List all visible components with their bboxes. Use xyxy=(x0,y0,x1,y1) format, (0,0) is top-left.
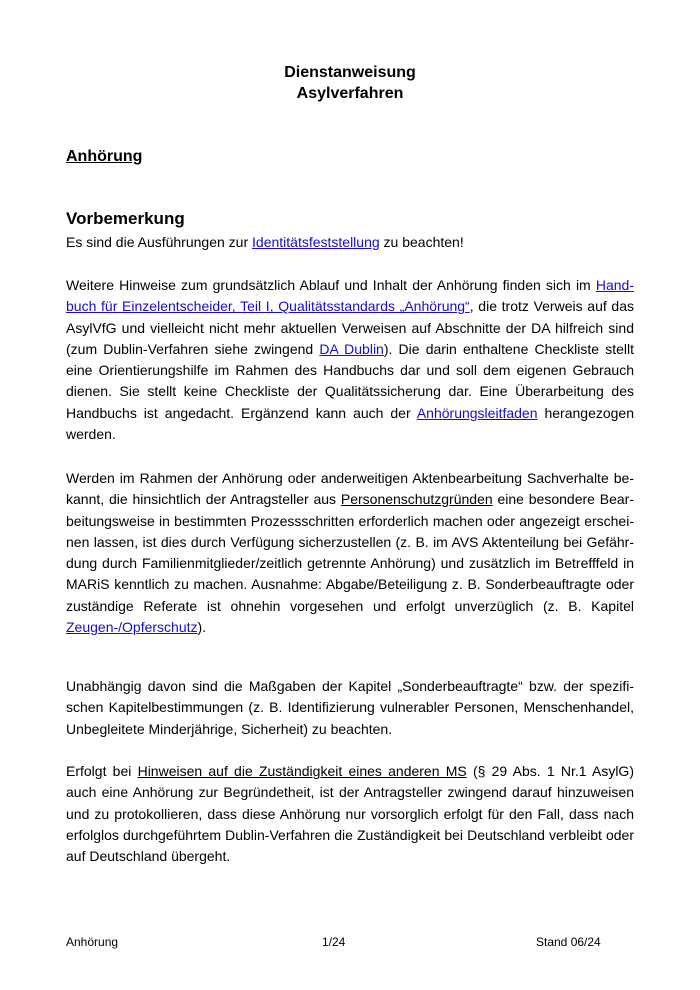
text: Weitere Hinweise zum grundsätzlich Ablauf und Inhalt der Anhörung finden sich im xyxy=(66,277,596,293)
footer-page-number: 1/24 xyxy=(322,935,346,949)
underlined-term-personenschutz: Personenschutzgründen xyxy=(340,491,493,508)
footer-chapter: Anhörung xyxy=(66,935,119,949)
underlined-term-ms: Hinweisen auf die Zuständigkeit eines anderen MS xyxy=(137,763,467,779)
text: Es sind die Ausführungen zur xyxy=(66,234,253,250)
link-anhoerungsleitfaden[interactable]: Anhörungsleitfaden xyxy=(416,404,538,421)
paragraph-personenschutz xyxy=(66,468,634,638)
paragraph-sonderbeauftragte xyxy=(66,676,634,740)
text: ). Die darin enthaltene Checkliste stellt eine Orientierungshilfe im Rahmen des Handbuchs dar und soll dem eigenen Gebrauch dienen. Sie stellt keine Checkliste der Qualitätssicherung dar. Eine Überarbeitung des Handbuchs ist angedacht. Ergänzend kann auch der xyxy=(66,340,634,421)
text: eine besondere Bear-beitungsweise in bestimmten Prozessschritten erforderlich machen oder angezeigt erschei-nen lassen, ist dies durch Verfügung sicherzustellen (z. B. im AVS Aktenteilung bei Gefähr-dung durch Familienmitglieder/zeitlich getrennte Anhörung) und zusätzlich im Betrefffeld in MARiS kenntlich zu machen. Ausnahme: Abgabe/Beteiligung z. B. Sonderbeauftragte oder zuständige Referate ist ohnehin vorgesehen und erfolgt unverzüglich (z. B. Kapitel xyxy=(66,491,634,614)
link-zeugen-opferschutz[interactable]: Zeugen-/Opferschutz xyxy=(66,619,198,636)
link-identitaetsfeststellung[interactable]: Identitätsfeststellung xyxy=(252,234,380,250)
link-handbuch[interactable]: Hand-buch für Einzelentscheider, Teil I, Qualitätsstandards „Anhörung“ xyxy=(66,277,634,315)
title-line-2: Asylverfahren xyxy=(296,85,404,102)
footer-version: Stand 06/24 xyxy=(536,935,601,949)
text: Unabhängig davon sind die Maßgaben der Kapitel „Sonderbeauftragte“ bzw. der spezifi-schen Kapitelbestimmungen (z. B. Identifizierung vulnerabler Personen, Menschenhandel, Unbegleitete Minderjährige, Sicherheit) zu beachten. xyxy=(66,678,634,737)
text: Werden im Rahmen der Anhörung oder anderweitigen Aktenbearbeitung Sachverhalte be-kannt, die hinsichtlich der Antragsteller aus xyxy=(66,470,634,508)
title-line-1: Dienstanweisung xyxy=(284,64,416,81)
text: zu beachten! xyxy=(379,234,464,250)
text: (§ 29 Abs. 1 Nr.1 AsylG) auch eine Anhörung zur Begründetheit, ist der Antragsteller zwingend darauf hinzuweisen und zu protokollieren, dass diese Anhörung nur vorsorglich erfolgt für den Fall, dass nach erfolglos durchgeführtem Dublin-Verfahren die Zuständigkeit bei Deutschland verbleibt oder auf Deutschland übergeht. xyxy=(66,763,634,865)
paragraph-identity-note xyxy=(66,232,634,253)
link-da-dublin[interactable]: DA Dublin xyxy=(319,340,384,357)
paragraph-further-notes xyxy=(66,275,634,445)
text: ). xyxy=(197,619,207,636)
subheading: Vorbemerkung xyxy=(66,209,185,228)
text: , die trotz Verweis auf das AsylVfG und vielleicht nicht mehr aktuellen Verweisen auf Abschnitte der DA hilfreich sind (zum Dublin-Verfahren siehe zwingend xyxy=(66,298,635,357)
document-title xyxy=(0,62,700,104)
text: Erfolgt bei xyxy=(66,763,138,779)
section-title: Anhörung xyxy=(66,148,143,165)
paragraph-zustaendigkeit xyxy=(66,761,634,867)
text: herangezogen werden. xyxy=(66,404,634,443)
